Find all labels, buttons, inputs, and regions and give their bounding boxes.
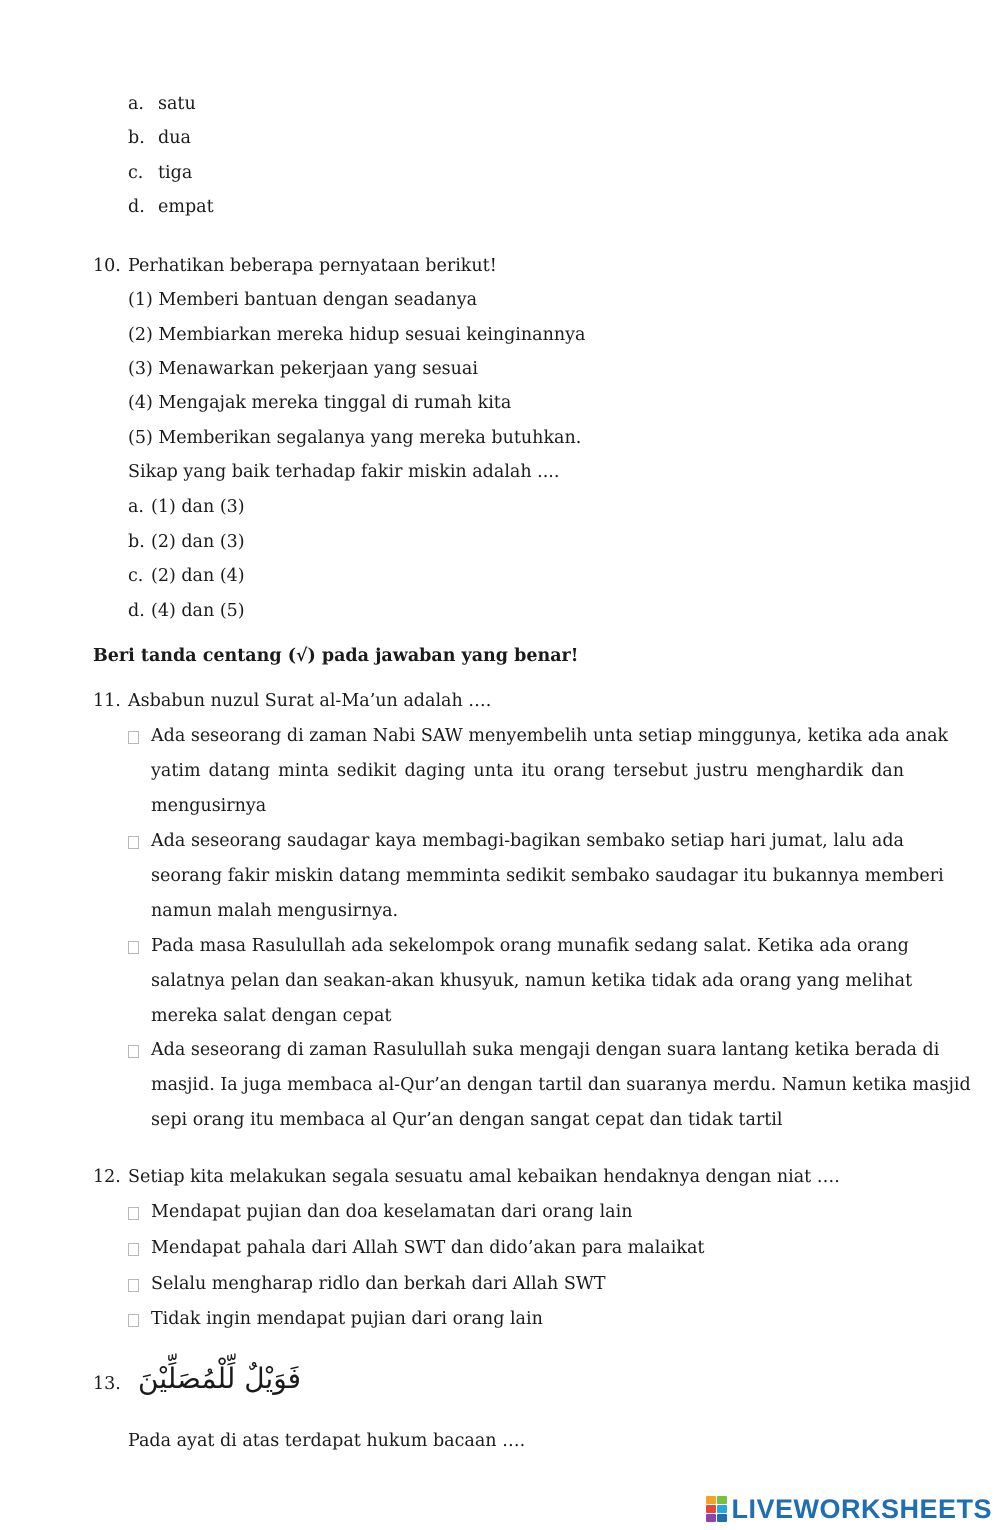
choice-line: Ada seseorang saudagar kaya membagi-bagikan sembako setiap hari jumat, lalu ada xyxy=(151,831,904,851)
statement: (4) Mengajak mereka tinggal di rumah kita xyxy=(128,393,512,413)
choice-line: Pada masa Rasulullah ada sekelompok orang munafik sedang salat. Ketika ada orang xyxy=(151,936,909,956)
choice-line: mereka salat dengan cepat xyxy=(151,1006,392,1026)
statement: (3) Menawarkan pekerjaan yang sesuai xyxy=(128,359,478,379)
question-prompt: Asbabun nuzul Surat al-Ma’un adalah …. xyxy=(128,691,492,711)
checkbox[interactable] xyxy=(128,1207,139,1220)
q9-option-a xyxy=(128,94,196,114)
brand-name: LIVEWORKSHEETS xyxy=(731,1493,992,1524)
option-text: satu xyxy=(158,94,196,114)
question-prompt: Perhatikan beberapa pernyataan berikut! xyxy=(128,256,497,276)
choice-text: Selalu mengharap ridlo dan berkah dari Allah SWT xyxy=(151,1274,606,1294)
question-number: 11. xyxy=(93,691,121,711)
liveworksheets-logo xyxy=(706,1492,992,1526)
choice-line: Ada seseorang di zaman Nabi SAW menyembelih unta setiap minggunya, ketika ada anak xyxy=(151,726,949,746)
option-text: (1) dan (3) xyxy=(151,497,245,517)
option-letter: c. xyxy=(128,566,144,586)
checkbox[interactable] xyxy=(128,1314,139,1327)
section-instruction: Beri tanda centang (√) pada jawaban yang benar! xyxy=(93,646,579,666)
choice-line: masjid. Ia juga membaca al-Qur’an dengan tartil dan suaranya merdu. Namun ketika masjid xyxy=(151,1075,971,1095)
checkbox[interactable] xyxy=(128,1045,139,1058)
logo-blocks-icon xyxy=(706,1496,728,1522)
option-letter: a. xyxy=(128,497,144,517)
q9-option-b xyxy=(128,128,191,148)
option-text: tiga xyxy=(158,163,193,183)
question-number: 12. xyxy=(93,1167,121,1187)
question-number: 13. xyxy=(93,1374,121,1394)
checkbox[interactable] xyxy=(128,941,139,954)
choice-line: yatim datang minta sedikit daging unta itu orang tersebut justru menghardik dan xyxy=(151,761,904,781)
question-stem: Pada ayat di atas terdapat hukum bacaan …. xyxy=(128,1431,526,1451)
checkbox[interactable] xyxy=(128,731,139,744)
choice-text: Mendapat pahala dari Allah SWT dan dido’akan para malaikat xyxy=(151,1238,705,1258)
choice-line: sepi orang itu membaca al Qur’an dengan sangat cepat dan tidak tartil xyxy=(151,1110,783,1130)
choice-line: namun malah mengusirnya. xyxy=(151,901,399,921)
option-letter: d. xyxy=(128,601,145,621)
choice-line: Ada seseorang di zaman Rasulullah suka mengaji dengan suara lantang ketika berada di xyxy=(151,1040,940,1060)
choice-text: Mendapat pujian dan doa keselamatan dari orang lain xyxy=(151,1202,633,1222)
option-text: dua xyxy=(158,128,191,148)
q10-option-b xyxy=(128,532,245,552)
q10-option-d xyxy=(128,601,245,621)
arabic-verse: فَوَيْلٌ لِّلْمُصَلِّيْنَ xyxy=(138,1362,302,1395)
option-letter: b. xyxy=(128,532,145,552)
choice-line: mengusirnya xyxy=(151,796,267,816)
choice-line: seorang fakir miskin datang memminta sedikit sembako saudagar itu bukannya memberi xyxy=(151,866,944,886)
question-number: 10. xyxy=(93,256,121,276)
statement: (5) Memberikan segalanya yang mereka butuhkan. xyxy=(128,428,582,448)
checkbox[interactable] xyxy=(128,836,139,849)
checkbox[interactable] xyxy=(128,1279,139,1292)
option-letter: c. xyxy=(128,163,144,183)
choice-text: Tidak ingin mendapat pujian dari orang lain xyxy=(151,1309,543,1329)
question-stem: Sikap yang baik terhadap fakir miskin adalah .... xyxy=(128,462,560,482)
option-text: (2) dan (3) xyxy=(151,532,245,552)
choice-line: salatnya pelan dan seakan-akan khusyuk, namun ketika tidak ada orang yang melihat xyxy=(151,971,913,991)
option-letter: b. xyxy=(128,128,145,148)
statement: (1) Memberi bantuan dengan seadanya xyxy=(128,290,478,310)
q9-option-c xyxy=(128,163,193,183)
checkbox[interactable] xyxy=(128,1243,139,1256)
option-letter: d. xyxy=(128,197,145,217)
option-text: (2) dan (4) xyxy=(151,566,245,586)
q10-option-c xyxy=(128,566,245,586)
q9-option-d xyxy=(128,197,214,217)
q10-option-a xyxy=(128,497,245,517)
option-text: (4) dan (5) xyxy=(151,601,245,621)
statement: (2) Membiarkan mereka hidup sesuai keinginannya xyxy=(128,325,586,345)
question-prompt: Setiap kita melakukan segala sesuatu amal kebaikan hendaknya dengan niat …. xyxy=(128,1167,840,1187)
option-letter: a. xyxy=(128,94,144,114)
option-text: empat xyxy=(158,197,214,217)
